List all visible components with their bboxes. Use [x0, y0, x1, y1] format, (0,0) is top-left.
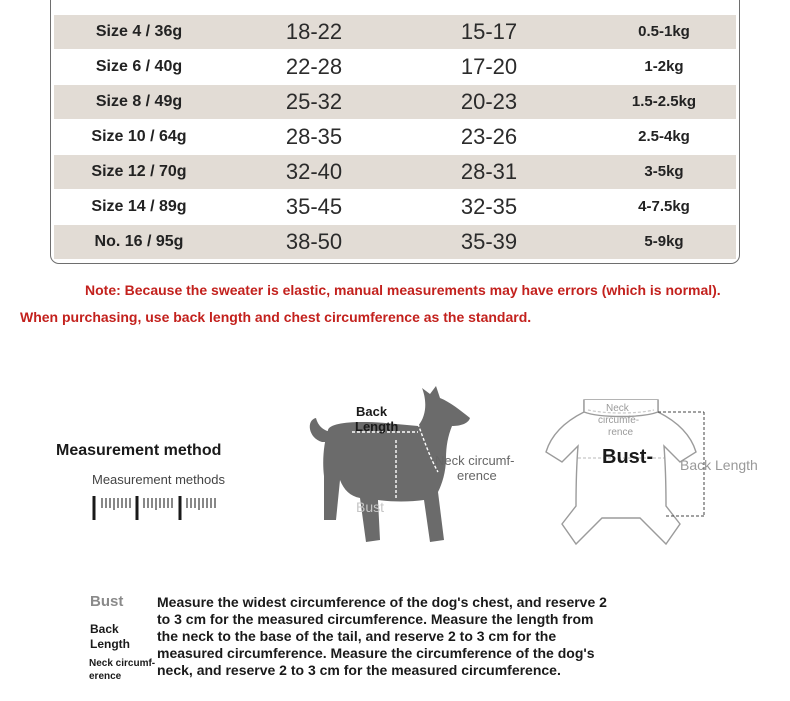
ruler-icon: [92, 494, 222, 524]
table-row: [54, 15, 736, 49]
neck-cell: 18-22: [285, 19, 343, 44]
table-row: [54, 155, 736, 189]
neck-cell: 32-40: [285, 159, 343, 184]
neck-cell: 28-35: [285, 124, 343, 149]
neck-cell: 38-50: [285, 229, 343, 254]
weight-cell: 3-5kg: [644, 163, 684, 180]
weight-cell: 5-9kg: [644, 233, 684, 250]
dog-back-label: Back: [356, 404, 388, 419]
measurement-title: Measurement method: [56, 442, 222, 459]
table-row: [54, 120, 736, 154]
weight-cell: 1-2kg: [644, 58, 684, 75]
legend-neck-cont: erence: [89, 671, 122, 682]
size-cell: Size 8 / 49g: [95, 93, 183, 110]
measurement-subtitle: Measurement methods: [92, 472, 225, 487]
sweater-bust-label: Bust-: [602, 446, 654, 468]
size-cell: Size 12 / 70g: [91, 163, 187, 180]
size-cell: Size 10 / 64g: [91, 128, 187, 145]
weight-cell: 1.5-2.5kg: [631, 93, 697, 110]
dog-bust-label: Bust: [356, 499, 385, 515]
size-table: [50, 0, 740, 264]
chest-cell: 17-20: [460, 54, 518, 79]
dog-neck-label: Neck circumf-: [435, 453, 515, 468]
size-cell: Size 4 / 36g: [95, 23, 183, 40]
purchase-note: When purchasing, use back length and chest circumference as the standard.: [20, 309, 532, 325]
weight-cell: 2.5-4kg: [638, 128, 690, 145]
table-row: [54, 190, 736, 224]
chest-cell: 15-17: [460, 19, 518, 44]
size-cell: Size 14 / 89g: [91, 198, 187, 215]
sweater-neck-label-cont: circumfe-: [598, 415, 640, 426]
chest-cell: 20-23: [460, 89, 518, 114]
legend-back: Back: [90, 622, 119, 636]
chest-cell: 32-35: [460, 194, 518, 219]
chest-cell: 35-39: [460, 229, 518, 254]
legend-bust: Bust: [90, 593, 124, 610]
legend-length: Length: [90, 637, 130, 651]
table-row: [54, 85, 736, 119]
neck-cell: 35-45: [285, 194, 343, 219]
neck-cell: 22-28: [285, 54, 343, 79]
elasticity-note: Note: Because the sweater is elastic, manual measurements may have errors (which is normal).: [85, 282, 721, 298]
size-cell: No. 16 / 95g: [94, 233, 184, 250]
dog-neck-label-cont: erence: [457, 468, 497, 483]
size-cell: Size 6 / 40g: [95, 58, 183, 75]
chest-cell: 28-31: [460, 159, 518, 184]
weight-cell: 0.5-1kg: [638, 23, 690, 40]
dog-length-label: Length: [355, 419, 399, 434]
sweater-neck-label-end: rence: [608, 427, 634, 438]
chest-cell: 23-26: [460, 124, 518, 149]
measurement-description: Measure the widest circumference of the dog's chest, and reserve 2 to 3 cm for the measured circumference. Measure the length from the neck to the base of the tail, and reserve 2 to 3 cm for the measured circumference. Measure the circumference of the dog's neck, and reserve 2 to 3 cm for the measured circumference.: [157, 594, 607, 678]
table-row: [54, 50, 736, 84]
table-row: [54, 225, 736, 259]
weight-cell: 4-7.5kg: [638, 198, 690, 215]
legend-neck: Neck circumf-: [89, 658, 156, 669]
sweater-back-length-label: Back Length: [680, 457, 758, 473]
neck-cell: 25-32: [285, 89, 343, 114]
sweater-neck-label: Neck: [606, 403, 629, 414]
